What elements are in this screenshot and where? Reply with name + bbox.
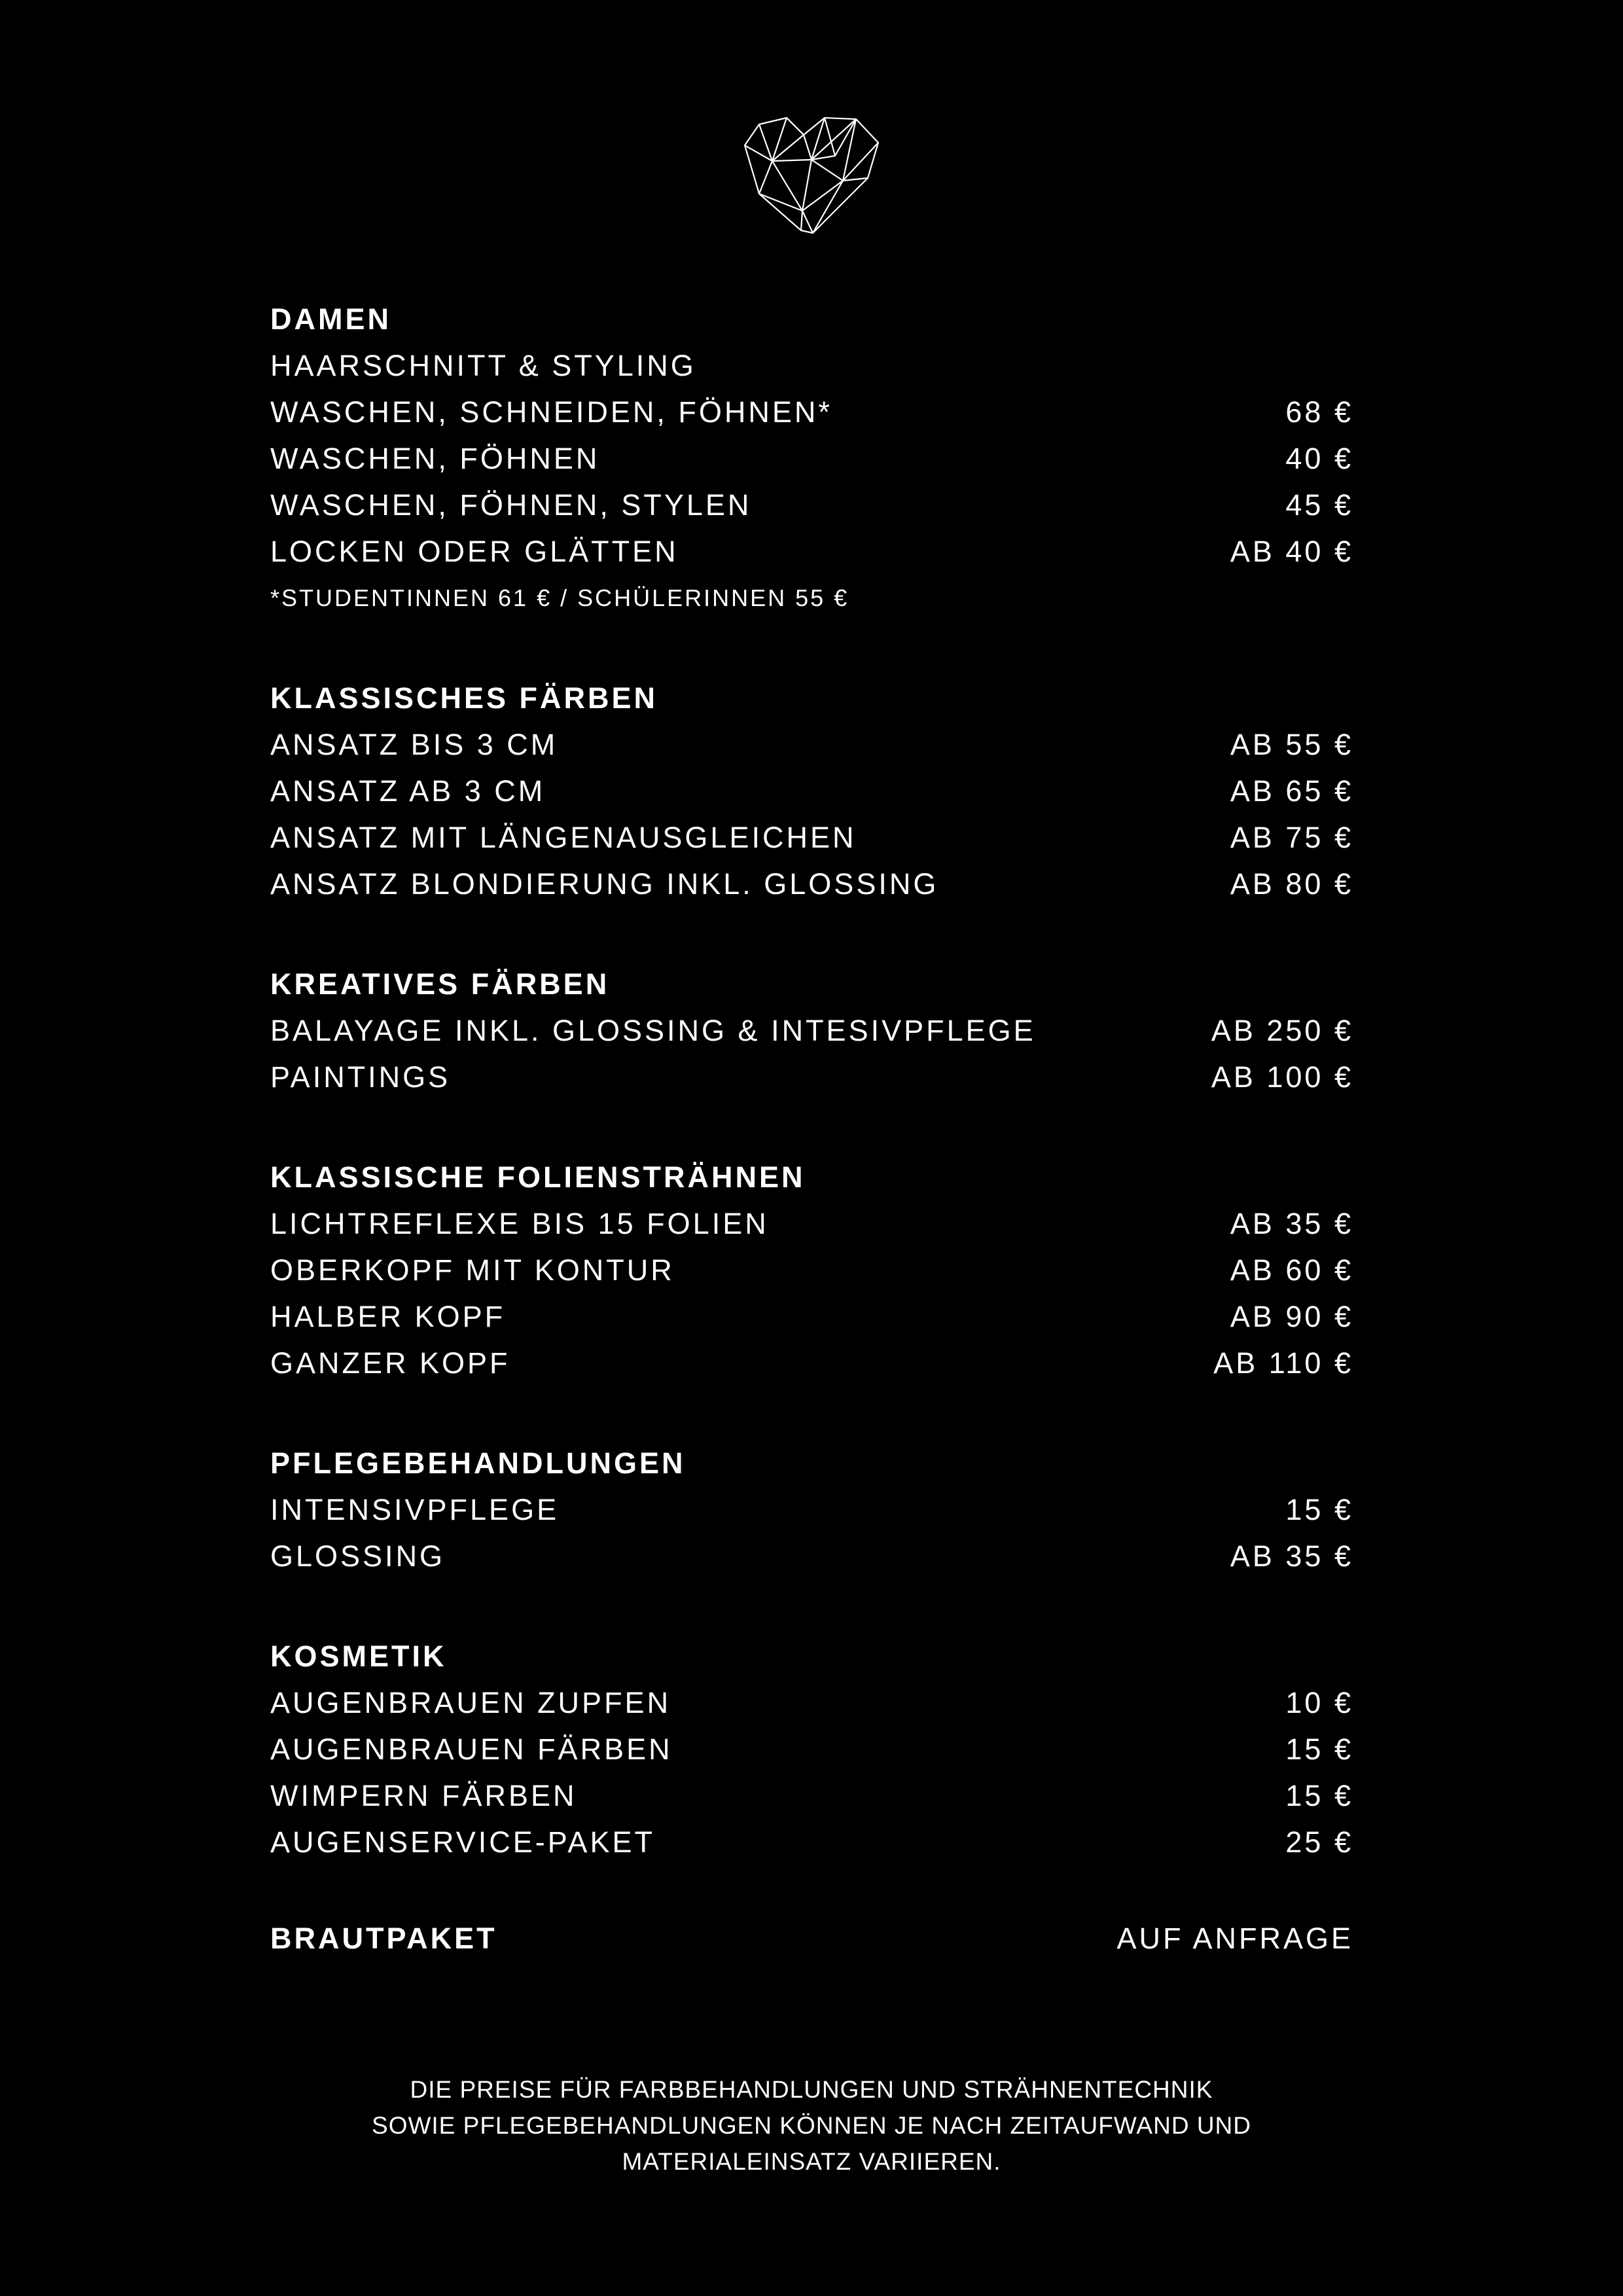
price-row [270,1486,1353,1533]
service-price: AB 35 € [1230,1539,1353,1573]
disclaimer-line-3: MATERIALEINSATZ VARIIEREN. [622,2148,1001,2175]
service-price: 15 € [1285,1779,1353,1812]
section-title-folienstraehnen: KLASSISCHE FOLIENSTRÄHNEN [270,1160,806,1194]
service-label: ANSATZ BIS 3 CM [270,728,558,761]
service-price: AB 60 € [1230,1253,1353,1287]
price-row [270,528,1353,575]
service-label: AUGENSERVICE-PAKET [270,1825,655,1859]
price-row [270,1819,1353,1865]
disclaimer-line-2: SOWIE PFLEGEBEHANDLUNGEN KÖNNEN JE NACH ZEITAUFWAND UND [372,2112,1251,2139]
service-price: 40 € [1285,442,1353,475]
service-label: ANSATZ AB 3 CM [270,774,546,808]
price-disclaimer [0,2072,1623,2179]
brautpaket-row [270,1915,1353,1962]
disclaimer-line-1: DIE PREISE FÜR FARBBEHANDLUNGEN UND STRÄHNENTECHNIK [410,2076,1213,2103]
service-label: GLOSSING [270,1539,446,1573]
price-row [270,1054,1353,1100]
service-price: AB 80 € [1230,867,1353,901]
service-price: 45 € [1285,488,1353,522]
price-row [270,1726,1353,1772]
price-row [270,861,1353,907]
price-row [270,389,1353,435]
price-row [270,482,1353,528]
brautpaket-price: AUF ANFRAGE [1116,1922,1353,1955]
service-label: WIMPERN FÄRBEN [270,1779,577,1812]
service-price: AB 75 € [1230,821,1353,854]
service-price: AB 250 € [1211,1014,1353,1047]
service-label: ANSATZ BLONDIERUNG INKL. GLOSSING [270,867,939,901]
section-title-brautpaket: BRAUTPAKET [270,1922,497,1955]
price-row [270,1679,1353,1726]
section-spacer [270,1100,1353,1154]
price-row [270,1340,1353,1386]
section-title-klassisches-faerben: KLASSISCHES FÄRBEN [270,681,658,715]
section-spacer [270,1865,1353,1915]
price-row [270,768,1353,814]
service-label: ANSATZ MIT LÄNGENAUSGLEICHEN [270,821,857,854]
section-spacer [270,621,1353,675]
price-row [270,435,1353,482]
section-title-damen: DAMEN [270,302,391,336]
service-label: LOCKEN ODER GLÄTTEN [270,535,679,568]
service-price: 15 € [1285,1493,1353,1526]
service-label: WASCHEN, FÖHNEN [270,442,600,475]
price-row [270,814,1353,861]
geometric-heart-icon [740,115,883,236]
price-row [270,1533,1353,1579]
service-price: AB 55 € [1230,728,1353,761]
service-price: AB 40 € [1230,535,1353,568]
student-discount-note: *STUDENTINNEN 61 € / SCHÜLERINNEN 55 € [270,584,849,611]
service-label: AUGENBRAUEN ZUPFEN [270,1686,671,1719]
service-price: 10 € [1285,1686,1353,1719]
service-label: PAINTINGS [270,1060,451,1094]
service-price: AB 100 € [1211,1060,1353,1094]
section-spacer [270,1579,1353,1633]
service-label: OBERKOPF MIT KONTUR [270,1253,675,1287]
service-label: INTENSIVPFLEGE [270,1493,560,1526]
service-price: AB 110 € [1213,1346,1353,1380]
service-price: 68 € [1285,395,1353,429]
price-row [270,721,1353,768]
service-label: HALBER KOPF [270,1300,506,1333]
price-row [270,1247,1353,1293]
price-row [270,1772,1353,1819]
service-label: WASCHEN, SCHNEIDEN, FÖHNEN* [270,395,832,429]
price-menu [270,296,1353,1962]
price-row [270,1293,1353,1340]
service-price: 15 € [1285,1732,1353,1766]
service-price: 25 € [1285,1825,1353,1859]
service-label: BALAYAGE INKL. GLOSSING & INTESIVPFLEGE [270,1014,1036,1047]
subtitle-haarschnitt: HAARSCHNITT & STYLING [270,349,696,382]
price-row [270,1200,1353,1247]
service-price: AB 65 € [1230,774,1353,808]
service-label: GANZER KOPF [270,1346,510,1380]
section-title-pflegebehandlungen: PFLEGEBEHANDLUNGEN [270,1446,686,1480]
service-label: WASCHEN, FÖHNEN, STYLEN [270,488,752,522]
section-title-kosmetik: KOSMETIK [270,1640,447,1673]
service-price: AB 35 € [1230,1207,1353,1240]
price-row [270,1007,1353,1054]
section-title-kreatives-faerben: KREATIVES FÄRBEN [270,967,610,1001]
service-label: AUGENBRAUEN FÄRBEN [270,1732,673,1766]
section-spacer [270,907,1353,961]
service-price: AB 90 € [1230,1300,1353,1333]
service-label: LICHTREFLEXE BIS 15 FOLIEN [270,1207,769,1240]
section-spacer [270,1386,1353,1440]
